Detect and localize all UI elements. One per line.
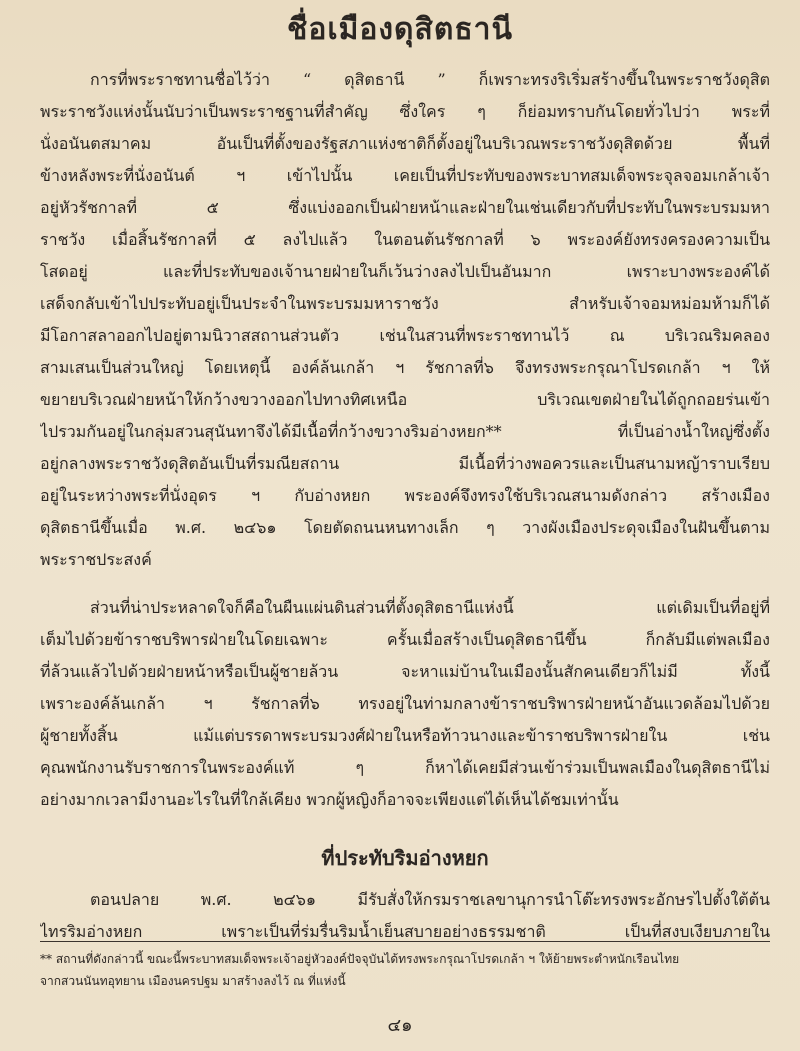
text-line: พระราชวังแห่งนั้นนับว่าเป็นพระราชฐานที่สำคัญ ซึ่งใคร ๆ ก็ย่อมทราบกันโดยทั่วไปว่า พระที่ — [40, 102, 770, 121]
text-line: การที่พระราชทานชื่อไว้ว่า “ ดุสิตธานี ” ก็เพราะทรงริเริ่มสร้างขึ้นในพระราชวังดุสิต — [90, 70, 770, 89]
section-subtitle: ที่ประทับริมอ่างหยก — [321, 846, 489, 870]
paragraph-1 — [40, 64, 770, 576]
text-line: อย่างมากเวลามีงานอะไรในที่ใกล้เคียง พวกผู้หญิงก็อาจจะเพียงแต่ได้เห็นได้ชมเท่านั้น — [40, 790, 619, 809]
text-line: เสด็จกลับเข้าไปประทับอยู่เป็นประจำในพระบรมมหาราชวัง สำหรับเจ้าจอมหม่อมห้ามก็ได้ — [40, 294, 770, 313]
footnote-line: ** สถานที่ดังกล่าวนี้ ขณะนี้พระบาทสมเด็จพระเจ้าอยู่หัวองค์ปัจจุบันได้ทรงพระกรุณาโปรดเกล้า ฯ ให้ย้ายพระตำหนักเรือนไทย — [40, 952, 680, 966]
text-line: เพราะองค์ล้นเกล้า ฯ รัชกาลที่๖ ทรงอยู่ในท่ามกลางข้าราชบริพารฝ่ายหน้าอันแวดล้อมไปด้วย — [40, 694, 770, 713]
text-line: ไปรวมกันอยู่ในกลุ่มสวนสุนันทาจึงได้มีเนื้อที่กว้างขวางริมอ่างหยก** ที่เป็นอ่างน้ำใหญ่ซึ่งตั้ง — [40, 422, 770, 441]
text-line: คุณพนักงานรับราชการในพระองค์แท้ ๆ ก็หาได้เคยมีส่วนเข้าร่วมเป็นพลเมืองในดุสิตธานีไม่ — [40, 758, 770, 777]
text-line: พระราชประสงค์ — [40, 550, 152, 569]
paragraph-3 — [40, 884, 770, 948]
text-line: ข้างหลังพระที่นั่งอนันต์ ฯ เข้าไปนั้น เคยเป็นที่ประทับของพระบาทสมเด็จพระจุลจอมเกล้าเจ้า — [40, 166, 770, 185]
text-line: ดุสิตธานีขึ้นเมื่อ พ.ศ. ๒๔๖๑ โดยตัดถนนหนทางเล็ก ๆ วางผังเมืองประดุจเมืองในฝันขึ้นตาม — [40, 518, 770, 537]
footnote — [40, 948, 770, 992]
text-line: ไทรริมอ่างหยก เพราะเป็นที่ร่มรื่นริมน้ำเย็นสบายอย่างธรรมชาติ เป็นที่สงบเงียบภายใน — [40, 922, 770, 941]
text-line: ส่วนที่น่าประหลาดใจก็คือในผืนแผ่นดินส่วนที่ตั้งดุสิตธานีแห่งนี้ แต่เดิมเป็นที่อยู่ที่ — [90, 598, 770, 617]
page-number: ๔๑ — [387, 1015, 413, 1036]
text-line: เต็มไปด้วยข้าราชบริพารฝ่ายในโดยเฉพาะ ครั้นเมื่อสร้างเป็นดุสิตธานีขึ้น ก็กลับมีแต่พลเมือง — [40, 630, 770, 649]
text-line: ขยายบริเวณฝ่ายหน้าให้กว้างขวางออกไปทางทิศเหนือ บริเวณเขตฝ่ายในได้ถูกถอยร่นเข้า — [40, 390, 770, 409]
text-line: สามเสนเป็นส่วนใหญ่ โดยเหตุนี้ องค์ล้นเกล้า ฯ รัชกาลที่๖ จึงทรงพระกรุณาโปรดเกล้า ฯ ให้ — [40, 358, 770, 377]
paragraph-2 — [40, 592, 770, 816]
text-line: โสดอยู่ และที่ประทับของเจ้านายฝ่ายในก็เว้นว่างลงไปเป็นอันมาก เพราะบางพระองค์ได้ — [40, 262, 770, 281]
text-line: อยู่กลางพระราชวังดุสิตอันเป็นที่รมณียสถาน มีเนื้อที่ว่างพอควรและเป็นสนามหญ้าราบเรียบ — [40, 454, 770, 473]
text-line: ที่ล้วนแล้วไปด้วยฝ่ายหน้าหรือเป็นผู้ชายล้วน จะหาแม่บ้านในเมืองนั้นสักคนเดียวก็ไม่มี ทั้งนี้ — [40, 662, 770, 681]
footnote-line: จากสวนนันทอุทยาน เมืองนครปฐม มาสร้างลงไว้ ณ ที่แห่งนี้ — [40, 974, 346, 988]
chapter-title: ชื่อเมืองดุสิตธานี — [286, 12, 513, 47]
text-line: ผู้ชายทั้งสิ้น แม้แต่บรรดาพระบรมวงศ์ฝ่ายในหรือท้าวนางและข้าราชบริพารฝ่ายใน เช่น — [40, 726, 770, 745]
text-line: มีโอกาสลาออกไปอยู่ตามนิวาสสถานส่วนตัว เช่นในสวนที่พระราชทานไว้ ณ บริเวณริมคลอง — [40, 326, 770, 345]
text-line: ราชวัง เมื่อสิ้นรัชกาลที่ ๕ ลงไปแล้ว ในตอนต้นรัชกาลที่ ๖ พระองค์ยังทรงครองความเป็น — [40, 230, 770, 249]
text-line: อยู่ในระหว่างพระที่นั่งอุดร ฯ กับอ่างหยก พระองค์จึงทรงใช้บริเวณสนามดังกล่าว สร้างเมือง — [40, 486, 770, 505]
paragraph-gap — [40, 576, 770, 592]
text-line: อยู่หัวรัชกาลที่ ๕ ซึ่งแบ่งออกเป็นฝ่ายหน้าและฝ่ายในเช่นเดียวกับที่ประทับในพระบรมมหา — [40, 198, 770, 217]
text-line: ตอนปลาย พ.ศ. ๒๔๖๑ มีรับสั่งให้กรมราชเลขานุการนำโต๊ะทรงพระอักษรไปตั้งใต้ต้น — [90, 890, 770, 909]
page-body — [40, 64, 770, 948]
footnote-divider — [40, 941, 770, 942]
text-line: นั่งอนันตสมาคม อันเป็นที่ตั้งของรัฐสภาแห่งชาติก็ตั้งอยู่ในบริเวณพระราชวังดุสิตด้วย พื้นที่ — [40, 134, 770, 153]
